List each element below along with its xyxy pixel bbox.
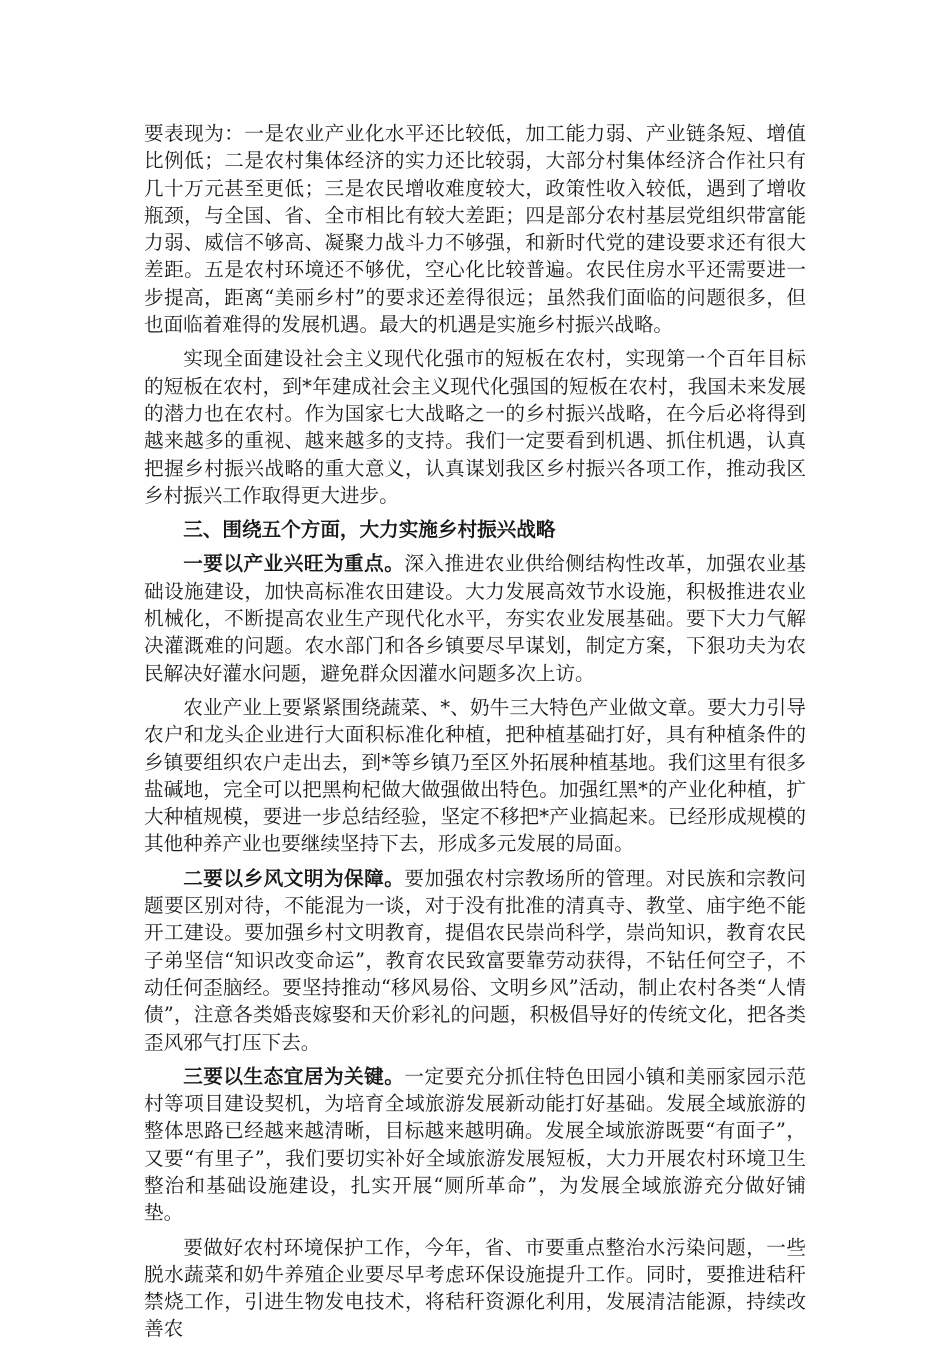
- paragraph-industry: [144, 550, 806, 686]
- paragraph-1: [144, 120, 806, 338]
- paragraph-industry-lead: 一要以产业兴旺为重点。: [183, 552, 405, 576]
- paragraph-ecology-text: 一定要充分抓住特色田园小镇和美丽家园示范村等项目建设契机，为培育全域旅游发展新动能打好基础。发展全域旅游的整体思路已经越来越清晰，目标越来越明确。发展全域旅游既要“有面子”，又要“有里子”，我们要切实补好全域旅游发展短板，大力开展农村环境卫生整治和基础设施建设，扎实开展“厕所革命”，为发展全域旅游充分做好铺垫。: [144, 1064, 807, 1225]
- paragraph-ecology-lead: 三要以生态宜居为关键。: [183, 1064, 405, 1088]
- document-page: [144, 120, 806, 1350]
- paragraph-agri: [144, 694, 806, 858]
- paragraph-2: [144, 345, 806, 509]
- section-heading: 三、围绕五个方面，大力实施乡村振兴战略: [183, 518, 556, 542]
- paragraph-culture: [144, 865, 806, 1056]
- paragraph-1-text: 要表现为：一是农业产业化水平还比较低，加工能力弱、产业链条短、增值比例低；二是农村集体经济的实力还比较弱，大部分村集体经济合作社只有几十万元甚至更低；三是农民增收难度较大，政策性收入较低，遇到了增收瓶颈，与全国、省、全市相比有较大差距；四是部分农村基层党组织带富能力弱、威信不够高、凝聚力战斗力不够强，和新时代党的建设要求还有很大差距。五是农村环境还不够优，空心化比较普遍。农民住房水平还需要进一步提高，距离“美丽乡村”的要求还差得很远；虽然我们面临的问题很多，但也面临着难得的发展机遇。最大的机遇是实施乡村振兴战略。: [144, 122, 806, 337]
- paragraph-environment: [144, 1234, 806, 1343]
- paragraph-ecology: [144, 1063, 806, 1227]
- paragraph-industry-text: 深入推进农业供给侧结构性改革，加强农业基础设施建设，加快高标准农田建设。大力发展高效节水设施，积极推进农业机械化，不断提高农业生产现代化水平，夯实农业发展基础。要下大力气解决灌溉难的问题。农水部门和各乡镇要尽早谋划，制定方案，下狠功夫为农民解决好灌水问题，避免群众因灌水问题多次上访。: [144, 552, 807, 685]
- paragraph-environment-text: 要做好农村环境保护工作，今年，省、市要重点整治水污染问题，一些脱水蔬菜和奶牛养殖企业要尽早考虑环保设施提升工作。同时，要推进秸秆禁烧工作，引进生物发电技术，将秸秆资源化利用，发展清洁能源，持续改善农: [144, 1235, 806, 1341]
- paragraph-2-text: 实现全面建设社会主义现代化强市的短板在农村，实现第一个百年目标的短板在农村，到*年建成社会主义现代化强国的短板在农村，我国未来发展的潜力也在农村。作为国家七大战略之一的乡村振兴战略，在今后必将得到越来越多的重视、越来越多的支持。我们一定要看到机遇、抓住机遇，认真把握乡村振兴战略的重大意义，认真谋划我区乡村振兴各项工作，推动我区乡村振兴工作取得更大进步。: [144, 347, 806, 507]
- paragraph-culture-lead: 二要以乡风文明为保障。: [183, 866, 405, 890]
- paragraph-culture-text: 要加强农村宗教场所的管理。对民族和宗教问题要区别对待，不能混为一谈，对于没有批准的清真寺、教堂、庙宇绝不能开工建设。要加强乡村文明教育，提倡农民崇尚科学，崇尚知识，教育农民子弟坚信“知识改变命运”，教育农民致富要靠劳动获得，不钻任何空子，不动任何歪脑经。要坚持推动“移风易俗、文明乡风”活动，制止农村各类“人情债”，注意各类婚丧嫁娶和天价彩礼的问题，积极倡导好的传统文化，把各类歪风邪气打压下去。: [144, 866, 807, 1054]
- paragraph-agri-text: 农业产业上要紧紧围绕蔬菜、*、奶牛三大特色产业做文章。要大力引导农户和龙头企业进行大面积标准化种植，把种植基础打好，具有种植条件的乡镇要组织农户走出去，到*等乡镇乃至区外拓展种植基地。我们这里有很多盐碱地，完全可以把黑枸杞做大做强做出特色。加强红黑*的产业化种植，扩大种植规模，要进一步总结经验，坚定不移把*产业搞起来。已经形成规模的其他种养产业也要继续坚持下去，形成多元发展的局面。: [144, 695, 806, 856]
